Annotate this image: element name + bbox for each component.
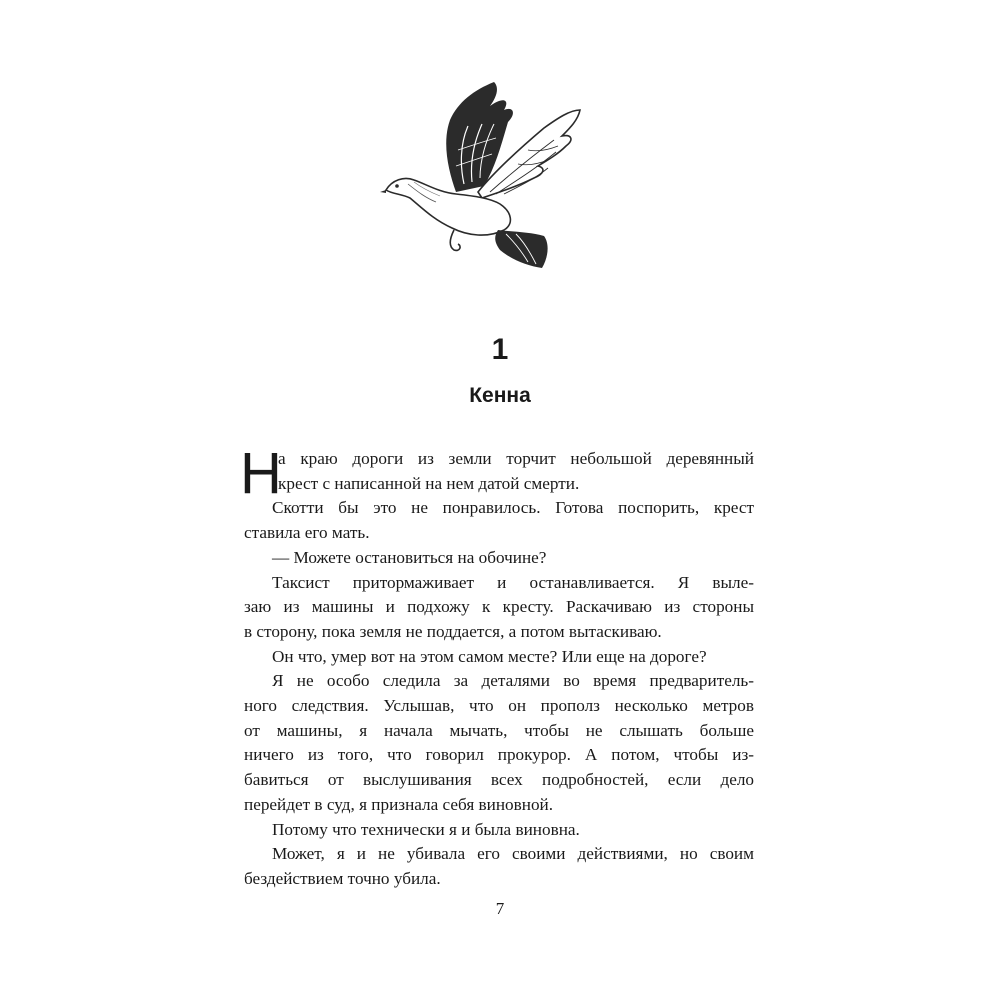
text-line: в сторону, пока земля не поддается, а потом вытаскиваю. xyxy=(244,621,662,641)
text-line: ничего из того, что говорил прокурор. А потом, чтобы из- xyxy=(244,745,754,765)
page-number: 7 xyxy=(495,899,505,918)
text-line: бавиться от выслушивания всех подробностей, если дело xyxy=(244,770,754,790)
text-line: Может, я и не убивала его своими действиями, но своим xyxy=(272,844,754,864)
drop-cap-letter: Н xyxy=(240,441,282,506)
text-line: ного следствия. Услышав, что он прополз несколько метров xyxy=(244,696,754,716)
text-line: перейдет в суд, я признала себя виновной. xyxy=(244,794,554,814)
text-line: Он что, умер вот на этом самом месте? Или еще на дороге? xyxy=(272,646,707,666)
text-line: заю из машины и подхожу к кресту. Раскачиваю из стороны xyxy=(244,597,754,617)
text-line: Я не особо следила за деталями во время предваритель- xyxy=(272,671,754,691)
dove-illustration xyxy=(378,80,583,270)
text-line: ставила его мать. xyxy=(244,523,370,543)
chapter-number: 1 xyxy=(491,333,509,366)
text-line: Скотти бы это не понравилось. Готова поспорить, крест xyxy=(272,498,754,518)
text-line: Потому что технически я и была виновна. xyxy=(272,819,580,839)
text-line: крест с написанной на нем датой смерти. xyxy=(278,473,580,493)
text-line: Таксист притормаживает и останавливается. Я выле- xyxy=(272,572,754,592)
text-line: от машины, я начала мычать, чтобы не слышать больше xyxy=(244,720,754,740)
text-line: бездействием точно убила. xyxy=(244,868,441,888)
text-line: — Можете остановиться на обочине? xyxy=(272,547,547,567)
chapter-title: Кенна xyxy=(469,384,531,407)
chapter-body-text xyxy=(240,441,754,892)
text-line: а краю дороги из земли торчит небольшой деревянный xyxy=(278,449,754,468)
